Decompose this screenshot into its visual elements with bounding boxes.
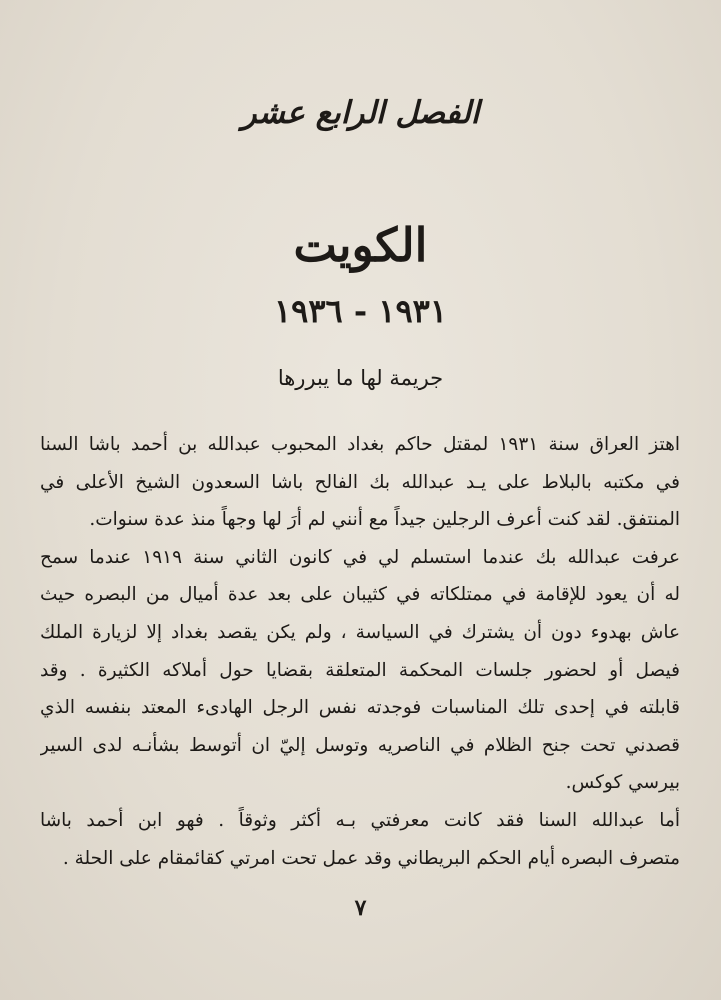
text-line: فيصل أو لحضور جلسات المحكمة المتعلقة بقضايا حول أملاكه الكثيرة . وقد: [40, 659, 680, 681]
text-line: عاش بهدوء دون أن يشترك في السياسة ، ولم يكن يقصد بغداد إلا لزيارة الملك: [40, 621, 680, 643]
text-line: قصدني تحت جنح الظلام في الناصريه وتوسل إليّ ان أتوسط بشأنـه لدى السير: [40, 734, 680, 756]
page-number: ٧: [354, 895, 367, 921]
text-line: المنتفق. لقد كنت أعرف الرجلين جيداً مع أنني لم أرَ لها وجهاً منذ عدة سنوات.: [89, 509, 680, 531]
text-line: عرفت عبدالله بك عندما استسلم لي في كانون الثاني سنة ١٩١٩ عندما سمح: [40, 546, 680, 568]
section-heading: جريمة لها ما يبررها: [277, 366, 444, 390]
text-line: قابلته في إحدى تلك المناسبات فوجدته نفس الرجل الهادىء المعتد بنفسه الذي: [40, 697, 680, 719]
text-line: اهتز العراق سنة ١٩٣١ لمقتل حاكم بغداد المحبوب عبدالله بن أحمد باشا السنا: [40, 434, 680, 455]
text-line: بيرسي كوكس.: [565, 772, 680, 794]
body-text: [40, 426, 680, 877]
text-line: متصرف البصره أيام الحكم البريطاني وقد عمل تحت امرتي كقائمقام على الحلة .: [62, 847, 680, 869]
chapter-years: ١٩٣١ - ١٩٣٦: [273, 292, 448, 330]
paragraph: [40, 426, 680, 539]
text-line: له أن يعود للإقامة في ممتلكاته في كثيبان على بعد عدة أميال من البصره حيث: [40, 584, 680, 606]
text-line: في مكتبه بالبلاط على يـد عبدالله بك الفالح باشا السعدون الشيخ الأعلى في: [40, 471, 680, 493]
paragraph: [40, 802, 680, 877]
text-line: أما عبدالله السنا فقد كانت معرفتي بـه أكثر وثوقاً . فهو ابن أحمد باشا: [40, 809, 680, 831]
paragraph: [40, 539, 680, 802]
chapter-heading: الفصل الرابع عشر: [241, 95, 480, 131]
chapter-title: الكويت: [293, 218, 428, 272]
